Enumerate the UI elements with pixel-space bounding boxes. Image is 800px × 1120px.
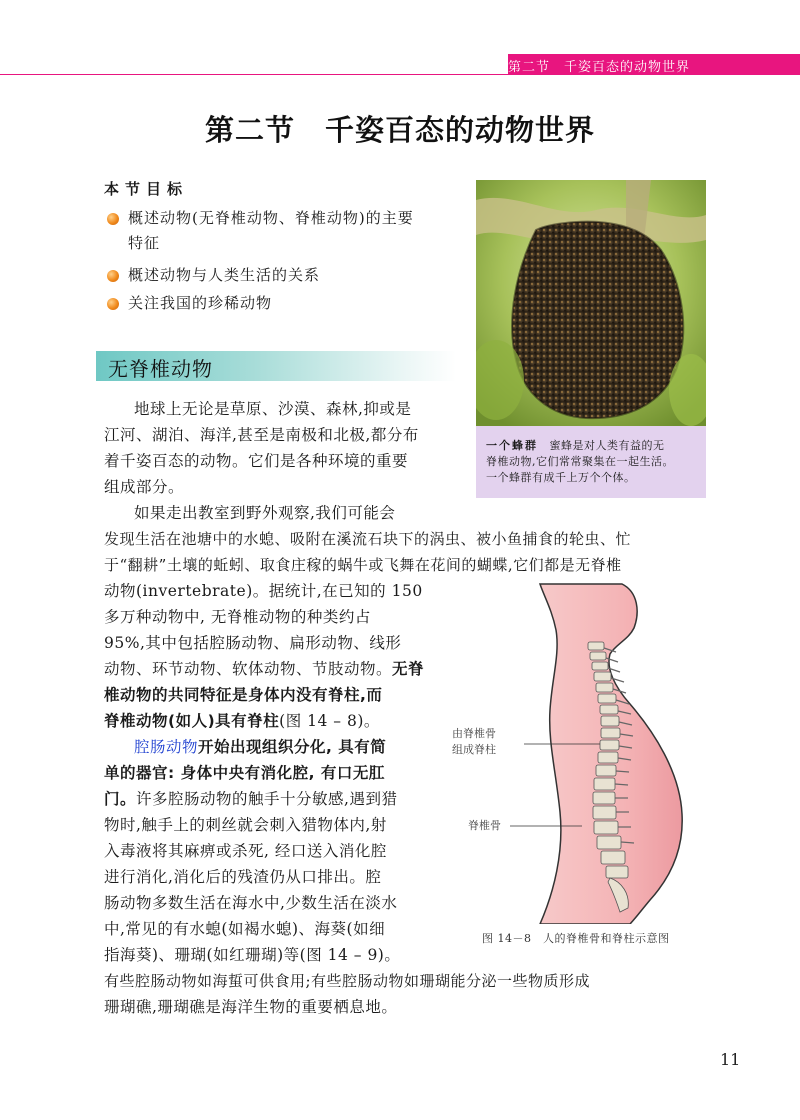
body-line: 珊瑚礁,珊瑚礁是海洋生物的重要栖息地。 xyxy=(104,998,398,1016)
term-coelenterate: 腔肠动物 xyxy=(134,738,199,756)
caption-label: 一个蜂群 xyxy=(486,439,538,452)
body-line: 物时,触手上的刺丝就会刺入猎物体内,射 xyxy=(104,816,387,834)
photo-caption xyxy=(486,438,700,486)
body-text: (图 14 – 8)。 xyxy=(279,712,380,730)
key-statement: 开始出现组织分化, 具有简 xyxy=(198,738,387,756)
label-line: 组成脊柱 xyxy=(452,743,496,756)
page-number: 11 xyxy=(720,1050,741,1069)
body-line: 入毒液将其麻痹或杀死, 经口送入消化腔 xyxy=(104,842,387,860)
key-statement: 门。 xyxy=(104,790,137,808)
section-title: 无脊椎动物 xyxy=(108,357,213,381)
body-line: 指海葵)、珊瑚(如红珊瑚)等(图 14 – 9)。 xyxy=(104,946,401,964)
body-line xyxy=(134,734,386,760)
body-line: 多万种动物中, 无脊椎动物的种类约占 xyxy=(104,608,371,626)
body-line: 发现生活在池塘中的水螅、吸附在溪流石块下的涡虫、被小鱼捕食的轮虫、忙 xyxy=(104,530,632,548)
figure-caption: 图 14－8 人的脊椎骨和脊柱示意图 xyxy=(482,932,670,945)
page-title: 第二节 千姿百态的动物世界 xyxy=(204,113,595,147)
key-statement: 单的器官: 身体中央有消化腔, 有口无肛 xyxy=(104,764,385,782)
body-line: 组成部分。 xyxy=(104,478,185,496)
label-spinal-column xyxy=(452,726,496,758)
bullet-icon xyxy=(107,270,119,282)
body-line: 进行消化,消化后的残渣仍从口排出。腔 xyxy=(104,868,382,886)
running-title: 第二节 千姿百态的动物世界 xyxy=(508,60,691,75)
body-line: 95%,其中包括腔肠动物、扁形动物、线形 xyxy=(104,634,402,652)
body-line xyxy=(104,786,397,812)
body-line: 于“翻耕”土壤的蚯蚓、取食庄稼的蜗牛或飞舞在花间的蝴蝶,它们都是无脊椎 xyxy=(104,556,622,574)
caption-line: 蜜蜂是对人类有益的无 xyxy=(549,439,665,452)
body-line: 动物(invertebrate)。据统计,在已知的 150 xyxy=(104,582,423,600)
body-line: 肠动物多数生活在海水中,少数生活在淡水 xyxy=(104,894,398,912)
body-text: 动物、环节动物、软体动物、节肢动物。 xyxy=(104,660,393,678)
caption-line: 一个蜂群有成千上万个个体。 xyxy=(486,471,636,484)
key-statement: 椎动物的共同特征是身体内没有脊柱,而 xyxy=(104,686,383,704)
goal-item-cont: 特征 xyxy=(128,234,161,252)
body-line: 地球上无论是草原、沙漠、森林,抑或是 xyxy=(134,400,412,418)
bullet-icon xyxy=(107,213,119,225)
body-line: 有些腔肠动物如海蜇可供食用;有些腔肠动物如珊瑚能分泌一些物质形成 xyxy=(104,972,591,990)
goal-item: 关注我国的珍稀动物 xyxy=(128,294,273,312)
key-statement: 脊椎动物(如人)具有脊柱 xyxy=(104,712,280,730)
key-statement: 无脊 xyxy=(392,660,425,678)
bee-swarm-photo xyxy=(476,180,706,426)
body-line: 着千姿百态的动物。它们是各种环境的重要 xyxy=(104,452,409,470)
body-line: 中,常见的有水螅(如褐水螅)、海葵(如细 xyxy=(104,920,386,938)
label-line: 由脊椎骨 xyxy=(452,727,496,740)
bullet-icon xyxy=(107,298,119,310)
caption-line: 脊椎动物,它们常常聚集在一起生活。 xyxy=(486,455,674,468)
body-line xyxy=(104,656,424,682)
body-line: 如果走出教室到野外观察,我们可能会 xyxy=(134,504,396,522)
goal-item: 概述动物(无脊椎动物、脊椎动物)的主要 xyxy=(128,209,414,227)
goals-heading: 本节目标 xyxy=(104,180,189,198)
body-line xyxy=(104,708,380,734)
body-text: 许多腔肠动物的触手十分敏感,遇到猎 xyxy=(136,790,398,808)
goal-item: 概述动物与人类生活的关系 xyxy=(128,266,321,284)
body-line: 江河、湖泊、海洋,甚至是南极和北极,都分布 xyxy=(104,426,419,444)
label-vertebra: 脊椎骨 xyxy=(468,819,501,832)
